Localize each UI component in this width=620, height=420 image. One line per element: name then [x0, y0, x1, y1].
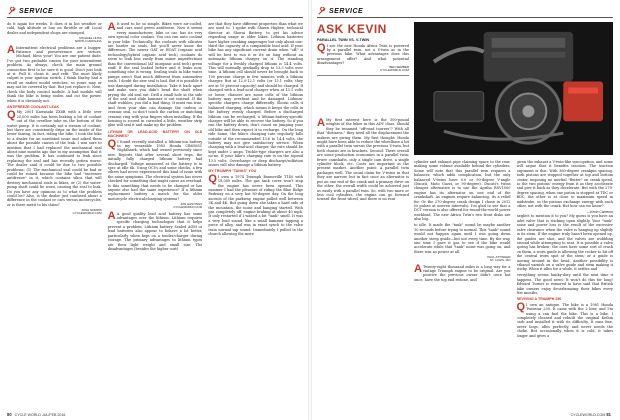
answer-continued-3: everything seems hunky-dory until the next time it happens. The good news: It won't do this for long! Edward Turner is rumored to have said that British bike owners enjoy decarbonizing their bikes every few months.: [516, 273, 613, 295]
signature-location: ST. LOUIS, MO: [489, 258, 511, 263]
signature-name: JON HASTINGS: [180, 201, 203, 206]
answer-paragraph: [317, 118, 409, 202]
answer-text: Intermittent electrical problems are a bugger. Patience and perseverance are virtues. Michael, bless your! You are one patient dude. I've got two probable causes for your intermittent problem. As always, check the main ground connection first to be sure it is good. Don't just look at it. Pull it, clean it, and refit. The most likely culprit is your ignition switch. I think Harley had a recall on earlier model switches, so yours may or may not be covered by that. But just replace it. Next, check the body control module. A bad module will think the bike is being stolen and cut the power, when it is obviously not.: [7, 45, 102, 103]
engine-photo: [414, 22, 613, 155]
answer-continued: given the exhaust a V-twin-like syncopation, and some will argue that it benefits traction. The traction argument is this: With 360-degree crankpin spacing, both pistons are stopped together at top and bottom center, imposing no inertial "flutter" on crank speed, so the two pistons' energy from it as they accelerate and give it back as they decelerate. But with the 270-degree spacing, when one piston is stopped at TDC or BDC, the other is at close to maximum speed in midstroke, so the pistons exchange energy with each other, not with the crank. But how can we know?: [516, 160, 613, 209]
question-text: My 2001 Kawasaki ZX6R with a little over 25,000 miles has been leaking a bit of coolant out of the overflow tube on the bottom of the water pump. It is certainly not a stream of coolant, but there are consistently drips on the inside of the lower fairing. In fact, riding the bike, I took the bike to a dealer for an unrelated issue and asked them about the possible causes of the leak. I was sure to mention that I had replaced the mechanical seal about nine months ago due to my assumption that it was the problem. It has continued to leak since replacing the seal and has recently gotten worse. The dealer said it could be due to two possible problems: (1) The mechanical seal could be bad or could be ruined because the bike had "excessive antifreeze" in it, which contains silica that will destroy mechanical seals in bikes, or (2) the water-pump shaft could be worn, causing the seal to leak. Do you have any opinions as to what the problem could be? Also, is the dealer just confused about a difference in the coolant or cars versus motorcycles, or is there merit to his claim?: [7, 110, 102, 207]
section-header: [317, 5, 363, 17]
signature: [7, 209, 102, 216]
question-paragraph: [517, 303, 614, 338]
page-number: 80: [7, 412, 12, 417]
publication-name: CYCLEWORLD.COM: [570, 413, 606, 417]
question-text: I own a 1974 Triumph Bonneville T140 with 18,000 miles. The gas tank cover won't stop the engine has never been opened. This summer I had the pleasure of riding the Blue Ridge Parkway on a very hot 80-degree day. On the long ascents of the parkway, engine pulled well between 3K and 4K. But going down she takes a hard side of the mountain, the noise and banging started. With gas completely off, engine braking at about 40 mph. It only restarted if I waited a bit "tank" smell. It was a very loud sound, like a small hammer tapping a piece of alloy, and was in exact synch to the valve train normal tap sound. Immediately I pulled in the church allowing the more: [208, 174, 304, 237]
section-header: [7, 5, 53, 17]
signature-name: JOSH NORRIS: [81, 207, 102, 212]
signature-name: PAUL ATTINGER: [487, 254, 511, 259]
column-3: [208, 22, 303, 406]
section-label: SERVICE: [329, 7, 364, 15]
ask-kevin-title: ASK KEVIN: [317, 22, 387, 36]
column-1: [7, 22, 102, 406]
intro-text: do it again for weeks. It does it in hot weather or cold, high altitude or low, on throttle or off. Local dealer and independent shops are stumped.: [7, 22, 102, 35]
page-footer: [571, 412, 613, 417]
dropcap: A: [317, 118, 325, 129]
right-page: [310, 0, 620, 420]
answer-continued-2: to idle. It made the "tank" sound be maybe another 10 seconds before trying to normal. This "tank" sound would not happen again until I was going down another steep grade—but not every time. By the way, one time I gave it gas to see if the bike would accelerate while that "tank" noise was going on, and there was no power at all.: [414, 223, 511, 254]
answer-paragraph: [7, 46, 102, 103]
question-block: [317, 38, 409, 78]
subheading: MY TRIUMPH "TANKS" YOU: [208, 169, 257, 174]
answer-continued: cylinder and exhaust pipe claiming space to the rear, making some volume available behind the cylinders. Some will note that this parallel twin requires a balancer, which adds complication, but the only balanced V-twins have 0.0 or 90-degree V-angle (Ducati, Moto Guzzi, or 90-degree). Ducati's twins cheaper alternative is to use the Aprilia RSV1000 engine has its alternator on one end of the crankshaft. As engines require balancing, its a relief for. Or the 270-degree crank design I chose in 2012 (it pulses at uneven intervals). I'm glad to see that a DCT version is also offered for round-the-world power workload. The new Africa Twin's two front disks are also big.: [414, 160, 511, 222]
subheading: ANTIFREEZE COOLANT LEAK: [7, 104, 60, 109]
dropcap: Q: [7, 108, 16, 121]
answer-text: It used to be so simple. Bikes were air-cooled, and cars used green antifreeze. Now it seems every manufacturer, bike or car, has its very own special color coolant. You can run auto coolant in your bike. Technically, the coolants with silicates are harder on seals, but you'll never know the difference. The newer OAT or HOAT (organic acid technology/hybrid organic acid tech) coolants do seem to leak less easily from minor imperfections than the conventional (AT inorganic acid tech) green stuff. If the seal leaked before and it leaks now, something else is wrong. Sealing seals in bike water pumps aren't that much different from automotive seals. I doubt the new seal is bad. But it is possible it was damaged during installation. Take it back apart and make sure you didn't bend the shaft when prying the old seal out. Drill a small hole in the side of the seal and slide hammer it out instead. If the shaft wobbles, you did a bad thing. It must run true. And from your skin can damage the carbon or ceramic seal, so don't touch the carbon or matching ceramic ring with your fingers when installing. If the housing is scored in corroded a little, weather strip glue will seal it and make up the problem.: [107, 22, 203, 128]
answer-paragraph: [108, 22, 203, 128]
column-3: [517, 160, 614, 406]
question-paragraph: [208, 175, 303, 237]
signature: [414, 256, 511, 263]
author-signature: —Kevin Cameron: [586, 210, 613, 215]
answer-text: Twenty-eight thousand miles is a long way for a vintage Triumph engine to be original. Are you positive the previous owner didn't once hot once, have the top end redone, and: [414, 264, 511, 282]
header-rule: [7, 17, 303, 18]
dropcap: Q: [208, 173, 217, 186]
signature: [7, 37, 102, 44]
column-1: [317, 118, 409, 406]
signature: [317, 66, 409, 73]
dropcap: A: [107, 22, 116, 33]
wrench-icon: [7, 7, 16, 16]
lower-columns: [414, 160, 613, 406]
divider: [317, 75, 409, 76]
answer-paragraph: [108, 212, 203, 252]
answer-continued-2: neglect to mention it to you? My guess is you have an inlet valve that is sticking open slightly. Your "tank" noise and power loss is the result of the excessive valve clearance when the valve is hanging up slightly in its stem. If the engine truly hasn't been opened up, the guides are shot, and the valves are wobbling around while attempting to seat. It is possible a valve spring has broken; the ones have some sort of crack on them, a worn guide is allowing the rocker to hit off the central worn spot of the stem; or a guide is moving around in the head. Another possibility is ethanol varnish on a valve guide and stem making it sticky. When it idles for a while, it settles and: [516, 214, 613, 272]
subheading: LITHIUM OR LEAD-ACID BATTERY ON OLD MACHINES?: [107, 129, 203, 139]
signature: [108, 203, 203, 210]
dropcap: A: [107, 210, 116, 223]
dropcap: A: [7, 44, 15, 57]
signature-location: CYCLEWORLD.COM: [173, 205, 203, 210]
article-columns: [7, 22, 303, 406]
subheading: PARALLEL TWIN VS. V-TWIN: [317, 38, 370, 42]
answer-text: My first interest here is the 500-pound weights of the bikes in this ADV class. Should they be renamed "off-road tourers"? With all that "dirtiness," they need all the displacement the makers are giving them. My first thought: Honda might have been able to reduce the wheelbase a bit with a parallel twin versus the previous V-twin, but both chassis are in brackets. Second: There overall are some production economies in a parallel twin: fewer camshafts, only a single cam drive, a single cylinder block, etc. Costs are important in the present market. Another point: A parallel twin packages well. The usual claim for V-twins in that they are narrow, but in fact once an alternator is put on one end of the crank and a primary drive on the other, the overall width could be achieved just as easily with a parallel twin. So, with two more or less cool cylinders, the engine can go forward toward the front wheel, and there is no rear: [317, 118, 409, 202]
issue-date: JUL/FEB 2016: [42, 413, 66, 417]
dropcap: Q: [516, 301, 526, 314]
dropcap: Q: [317, 42, 326, 55]
page-footer: [7, 412, 65, 417]
wrench-icon: [317, 7, 326, 16]
answer-continued: are that they have different properties than what we are used to. I spoke with Shawn Higbee, technical director at Shorai Battery, to get his advice regarding usage in older bikes. Lithium batteries have higher cranking amperages but only about one-third the capacity of a comparable lead acid. If your bike has any significant current drain when "off," it will be best to run it or its on long without an automatic lithium charger on it. The standing voltage for a freshly charged lithium is 14.4 volts. This will normally gradually drop to 13.3 volts over time. A lithium cell should never be brought back to 100 percent charge in few minutes with a lithium charger. But at 12.0-12.1 volts (or 13.1 volts; they are at 10 percent capacity) and should be charged. If charged with a lead-acid charger when at 13.1 volts or lower, chances are some cells of the lithium battery may overheat and be damaged. Lithium-specific chargers charge differently. Shorai calls it balanced charging, which means it keeps the cells in the battery evenly charged. Before a discharged lithium can be recharged, a lithium-battery-specific charger will be able to recover the battery. So if you run the battery down, don't count on jumping your old bike and then expect it to recharge. On the long ride home, the bike's charging rate regularly falls outside of the recommended 13.6 to 14.4 volts, the battery may not give satisfactory service. When charging with a lead-acid charger, the rate should be kept under 2 amps. Trickle-type chargers are also a no-no. If your bike's charging rate is on the topend 13.5 volts. Overcharge or deep discharge/sulfation issues will also damage a lithium battery.: [208, 22, 304, 167]
page-number: 81: [606, 412, 611, 417]
column-2: [414, 160, 511, 406]
question-paragraph: [7, 110, 102, 207]
subheading: REVIVING A TRIUMPH 250: [516, 297, 562, 302]
signature-location: CYCLEWORLD.COM: [72, 211, 102, 216]
question-text: I own an antique. The bike is a 1981 Honda Twinstar 250. It came with the 2 liter, and I'm using a can fuel the bike. This is a bike. I completely cleaned and rebuilt the original Keihin carb and installed it with its difficulty. It runs fine, never bogs, idles perfectly, and never needs the choke. But occasionally when it is cold, it takes longer and gives a: [516, 302, 613, 338]
signature-name: MICHAEL HUSS: [79, 35, 102, 40]
question-paragraph: [317, 44, 409, 66]
question-text: I found recently installed a lithium-ion battery in my venerable 1983 Honda CB650SC Nighthawk, which had owned previously since new. Reports that after several short trips, the initially fully charged lithium battery had discharged. Voltage measured at the battery is in spec at idle 6k. Using OCVs and some checks, a few others had never experienced this kind of issue with the same symptoms. The electrical system has never checked for something that might cause an overload. Is this something that needs to be changed or has anyone else had the same experience? If a lithium replacement battery a match for the older motorcycle electrical/charging systems?: [107, 139, 203, 201]
question-text: I see the new Honda Africa Twin is powered by a parallel twin, not a V-twin as in the previous bike. What advantages does this arrangement offer? And what potential disadvantages?: [317, 43, 409, 66]
answer-paragraph: [414, 265, 511, 283]
question-paragraph: [108, 140, 203, 202]
signature-location: CYCLEWORLD.COM: [379, 68, 409, 73]
answer-column: [317, 118, 409, 406]
signature-name: BEN SEMBER: [389, 65, 409, 70]
publication-name: CYCLE WORLD: [14, 413, 42, 417]
dropcap: A: [414, 263, 422, 276]
dropcap: Q: [107, 138, 117, 151]
answer-text: A good quality lead acid battery has some advantages over the lithium. Lithium requires specific charging technologies that it helps prevent a problem. Lithium battery Sealed AGM or lead batteries also appear to behave a lot better, particularly when kept on a tender/charger during storage. The primary advantages to lithium types are their light weight and small size. The disadvantages (besides the higher cost): [107, 211, 203, 251]
engine-illustration: [414, 22, 613, 155]
section-label: SERVICE: [19, 7, 54, 15]
signature-location: NORTH CAROLINA: [74, 39, 102, 44]
header-rule: [317, 17, 613, 18]
column-2: [108, 22, 203, 406]
